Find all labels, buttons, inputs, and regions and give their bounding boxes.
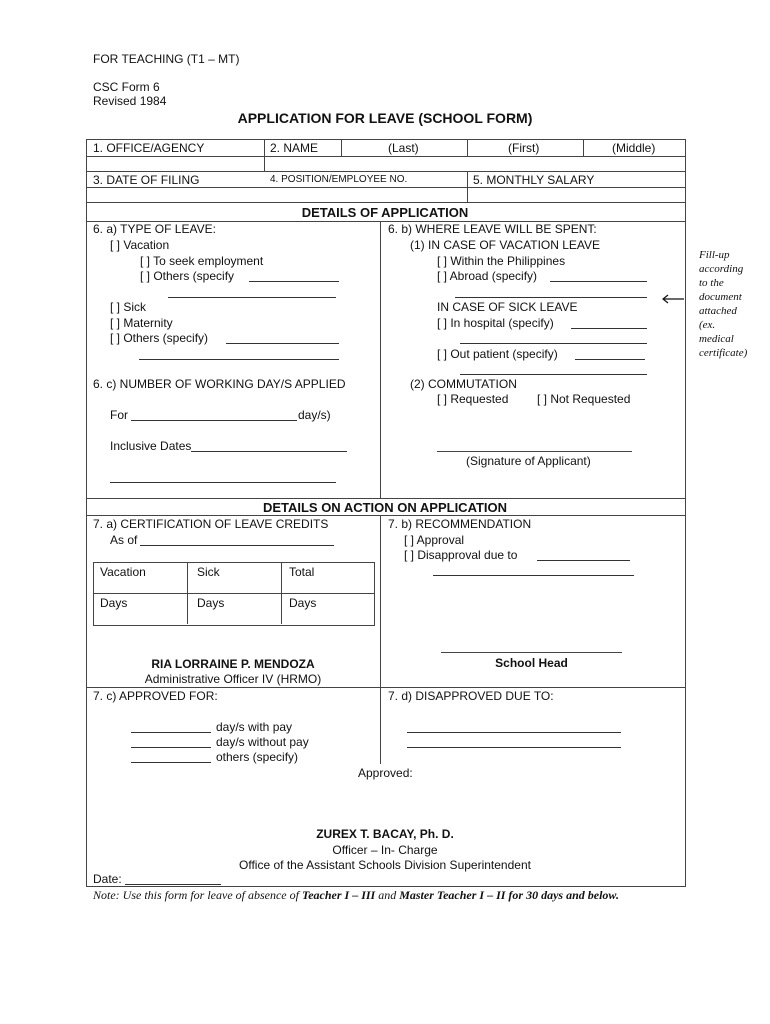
disapproval-checkbox[interactable]: [ ] Disapproval due to xyxy=(404,548,518,562)
first-name-label: (First) xyxy=(508,141,540,155)
recommendation-label: 7. b) RECOMMENDATION xyxy=(388,517,532,531)
sick-case-label: IN CASE OF SICK LEAVE xyxy=(437,300,578,314)
maternity-checkbox[interactable]: [ ] Maternity xyxy=(110,316,173,330)
details-on-action-heading: DETAILS ON ACTION ON APPLICATION xyxy=(262,500,508,515)
working-days-field[interactable] xyxy=(131,408,297,426)
type-of-leave-label: 6. a) TYPE OF LEAVE: xyxy=(93,222,216,236)
credits-vacation-header: Vacation xyxy=(100,565,146,579)
credits-sick-days: Days xyxy=(197,596,225,610)
date-of-filing-label: 3. DATE OF FILING xyxy=(93,173,200,187)
with-pay-label: day/s with pay xyxy=(216,720,293,734)
in-hospital-checkbox[interactable]: [ ] In hospital (specify) xyxy=(437,316,554,330)
disapproved-due-label: 7. d) DISAPPROVED DUE TO: xyxy=(388,689,554,703)
form-title: APPLICATION FOR LEAVE (SCHOOL FORM) xyxy=(237,110,533,126)
sick-checkbox[interactable]: [ ] Sick xyxy=(110,300,147,314)
signatory-role: Officer – In- Charge xyxy=(332,843,438,857)
details-of-application-heading: DETAILS OF APPLICATION xyxy=(301,205,469,220)
signatory-name: ZUREX T. BACAY, Ph. D. xyxy=(316,827,454,841)
others-field[interactable] xyxy=(131,750,211,768)
as-of-label: As of xyxy=(110,533,138,547)
others-specify-checkbox-2[interactable]: [ ] Others (specify) xyxy=(110,331,209,345)
days-label: day/s) xyxy=(298,408,331,422)
inclusive-dates-field[interactable] xyxy=(191,439,347,457)
not-requested-checkbox[interactable]: [ ] Not Requested xyxy=(537,392,631,406)
left-arrow-icon xyxy=(661,294,685,304)
inclusive-dates-line-2[interactable] xyxy=(110,470,336,488)
without-pay-label: day/s without pay xyxy=(216,735,309,749)
commutation-label: (2) COMMUTATION xyxy=(410,377,517,391)
school-head-label: School Head xyxy=(495,656,568,670)
revision-date: Revised 1984 xyxy=(93,94,167,108)
middle-name-label: (Middle) xyxy=(612,141,656,155)
vacation-case-label: (1) IN CASE OF VACATION LEAVE xyxy=(410,238,601,252)
last-name-label: (Last) xyxy=(388,141,419,155)
for-label: For xyxy=(110,408,128,422)
within-philippines-checkbox[interactable]: [ ] Within the Philippines xyxy=(437,254,566,268)
approval-checkbox[interactable]: [ ] Approval xyxy=(404,533,465,547)
approved-label: Approved: xyxy=(358,766,413,780)
signatory-office: Office of the Assistant Schools Division Superintendent xyxy=(239,858,531,872)
as-of-field[interactable] xyxy=(140,533,334,551)
credits-sick-header: Sick xyxy=(197,565,220,579)
others-specify-line-2[interactable] xyxy=(168,285,336,303)
teaching-code: FOR TEACHING (T1 – MT) xyxy=(93,52,240,66)
applicant-signature-line[interactable] xyxy=(437,451,632,452)
hrmo-title: Administrative Officer IV (HRMO) xyxy=(144,672,322,686)
school-head-signature-line[interactable] xyxy=(441,652,622,653)
others-specify-checkbox-1[interactable]: [ ] Others (specify xyxy=(140,269,235,283)
date-label: Date: xyxy=(93,872,122,886)
name-field[interactable] xyxy=(265,157,684,170)
credits-total-days: Days xyxy=(289,596,317,610)
side-note: Fill-up according to the document attached (ex. medical certificate) xyxy=(699,249,748,359)
footer-note: Note: Use this form for leave of absence of Teacher I – III and Master Teacher I – II for 30 days and below. xyxy=(93,888,619,902)
working-days-label: 6. c) NUMBER OF WORKING DAY/S APPLIED xyxy=(93,377,346,391)
where-leave-spent-label: 6. b) WHERE LEAVE WILL BE SPENT: xyxy=(388,222,597,236)
monthly-salary-field[interactable] xyxy=(468,188,684,201)
position-label: 4. POSITION/EMPLOYEE NO. xyxy=(270,174,408,185)
disapproved-line-2[interactable] xyxy=(407,735,621,753)
others-label: others (specify) xyxy=(216,750,299,764)
certification-label: 7. a) CERTIFICATION OF LEAVE CREDITS xyxy=(93,517,329,531)
inclusive-dates-label: Inclusive Dates xyxy=(110,439,192,453)
office-agency-field[interactable] xyxy=(87,157,264,170)
vacation-checkbox[interactable]: [ ] Vacation xyxy=(110,238,170,252)
disapproval-line-2[interactable] xyxy=(433,563,634,581)
position-field[interactable] xyxy=(265,188,467,201)
credits-vacation-days: Days xyxy=(100,596,128,610)
form-number: CSC Form 6 xyxy=(93,80,160,94)
others-specify-line-4[interactable] xyxy=(139,347,339,365)
monthly-salary-label: 5. MONTHLY SALARY xyxy=(473,173,595,187)
requested-checkbox[interactable]: [ ] Requested xyxy=(437,392,509,406)
applicant-signature-label: (Signature of Applicant) xyxy=(466,454,591,468)
approved-for-label: 7. c) APPROVED FOR: xyxy=(93,689,218,703)
credits-total-header: Total xyxy=(289,565,315,579)
name-label: 2. NAME xyxy=(270,141,319,155)
out-patient-checkbox[interactable]: [ ] Out patient (specify) xyxy=(437,347,558,361)
abroad-checkbox[interactable]: [ ] Abroad (specify) xyxy=(437,269,538,283)
date-of-filing-field[interactable] xyxy=(87,188,264,201)
hrmo-name: RIA LORRAINE P. MENDOZA xyxy=(151,657,315,671)
seek-employment-checkbox[interactable]: [ ] To seek employment xyxy=(140,254,264,268)
office-agency-label: 1. OFFICE/AGENCY xyxy=(93,141,205,155)
